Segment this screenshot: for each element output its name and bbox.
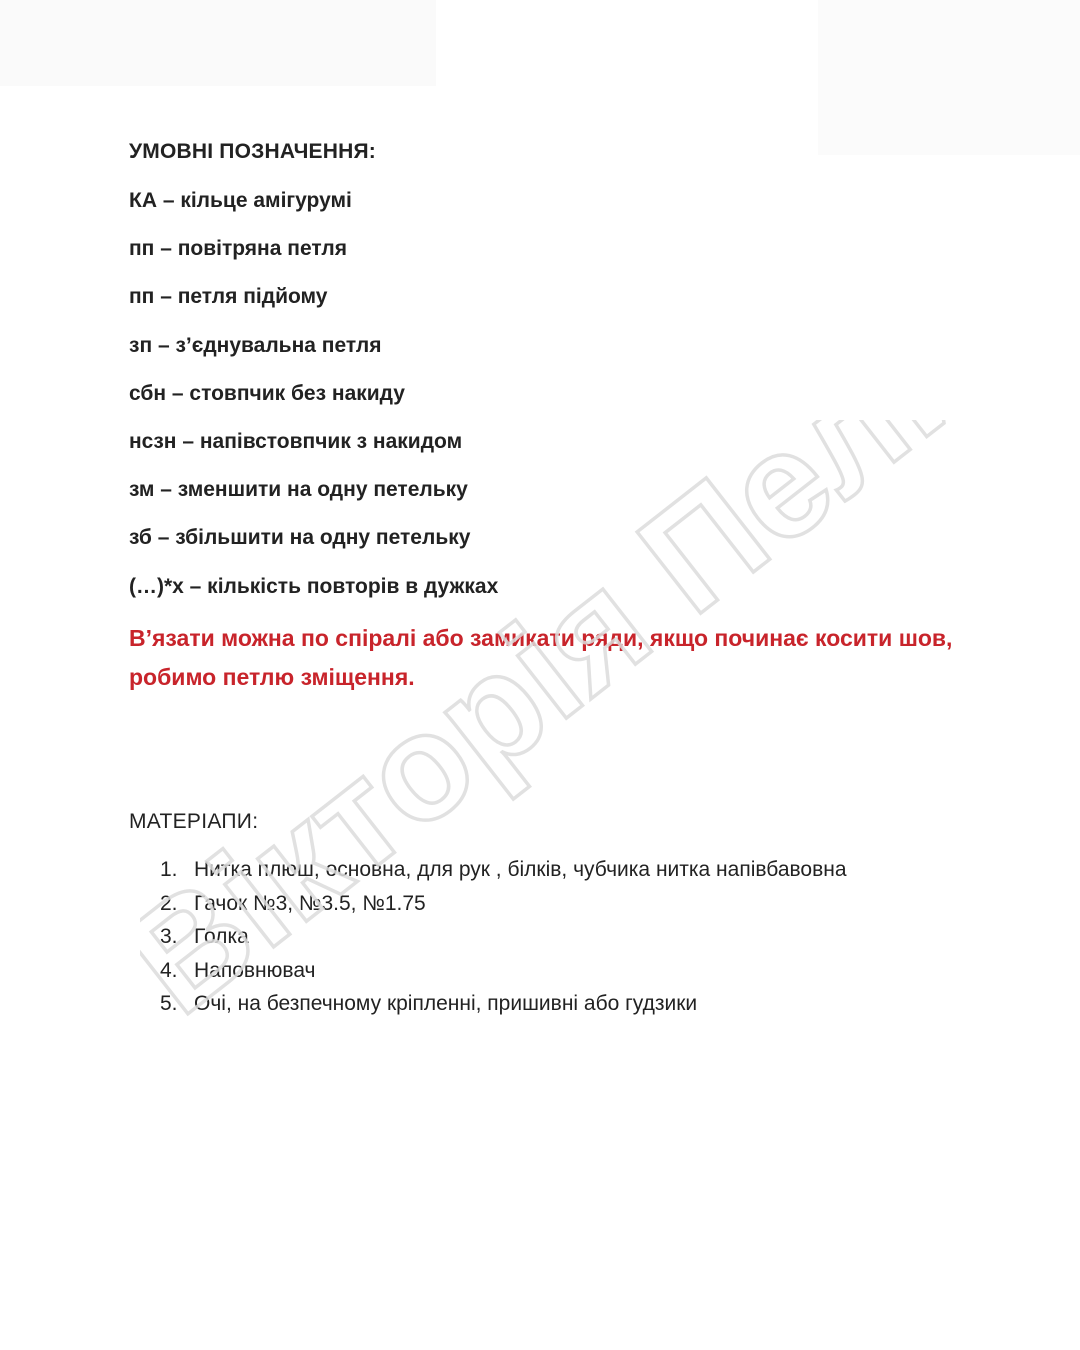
legend-item: (…)*х – кількість повторів в дужках [129,574,499,598]
materials-item-number: 1. [160,858,178,881]
materials-title: МАТЕРІАПИ: [129,810,259,833]
legend-item: пп – повітряна петля [129,237,347,261]
materials-item-text: Нитка плюш, основна, для рук , білків, чубчика нитка напівбавовна [194,858,847,881]
legend-item: зб – збільшити на одну петельку [129,526,471,550]
materials-list [160,855,847,1023]
materials-item [160,922,847,956]
materials-item [160,989,847,1023]
legend-list [129,187,498,621]
materials-item-number: 3. [160,925,178,948]
materials-item-text: Голка [194,925,249,948]
materials-item [160,855,847,889]
legend-item: пп – петля підйому [129,285,328,309]
legend-item: зм – зменшити на одну петельку [129,478,468,502]
materials-item-text: Наповнювач [194,958,316,982]
legend-item: КА – кільце амігурумі [129,189,352,212]
legend-item: зп – з’єднувальна петля [129,333,382,357]
knitting-note: В’язати можна по спіралі або замикати ряди, якщо починає косити шов, робимо петлю зміщення. [129,625,953,690]
legend-item: сбн – стовпчик без накиду [129,381,405,405]
materials-item-text: Очі, на безпечному кріпленні, пришивні або гудзики [194,992,698,1015]
scan-artifact [0,0,436,86]
materials-item [160,956,847,990]
materials-item-number: 5. [160,992,178,1015]
materials-item-number: 2. [160,891,178,915]
materials-item-number: 4. [160,958,178,982]
materials-item [160,889,847,923]
legend-item: нсзн – напівстовпчик з накидом [129,429,463,453]
scan-artifact [818,0,1080,155]
legend-title: УМОВНІ ПОЗНАЧЕННЯ: [129,140,376,163]
materials-item-text: Гачок №3, №3.5, №1.75 [194,891,426,915]
watermark-text: Вікторія Пелих [140,420,1020,1040]
